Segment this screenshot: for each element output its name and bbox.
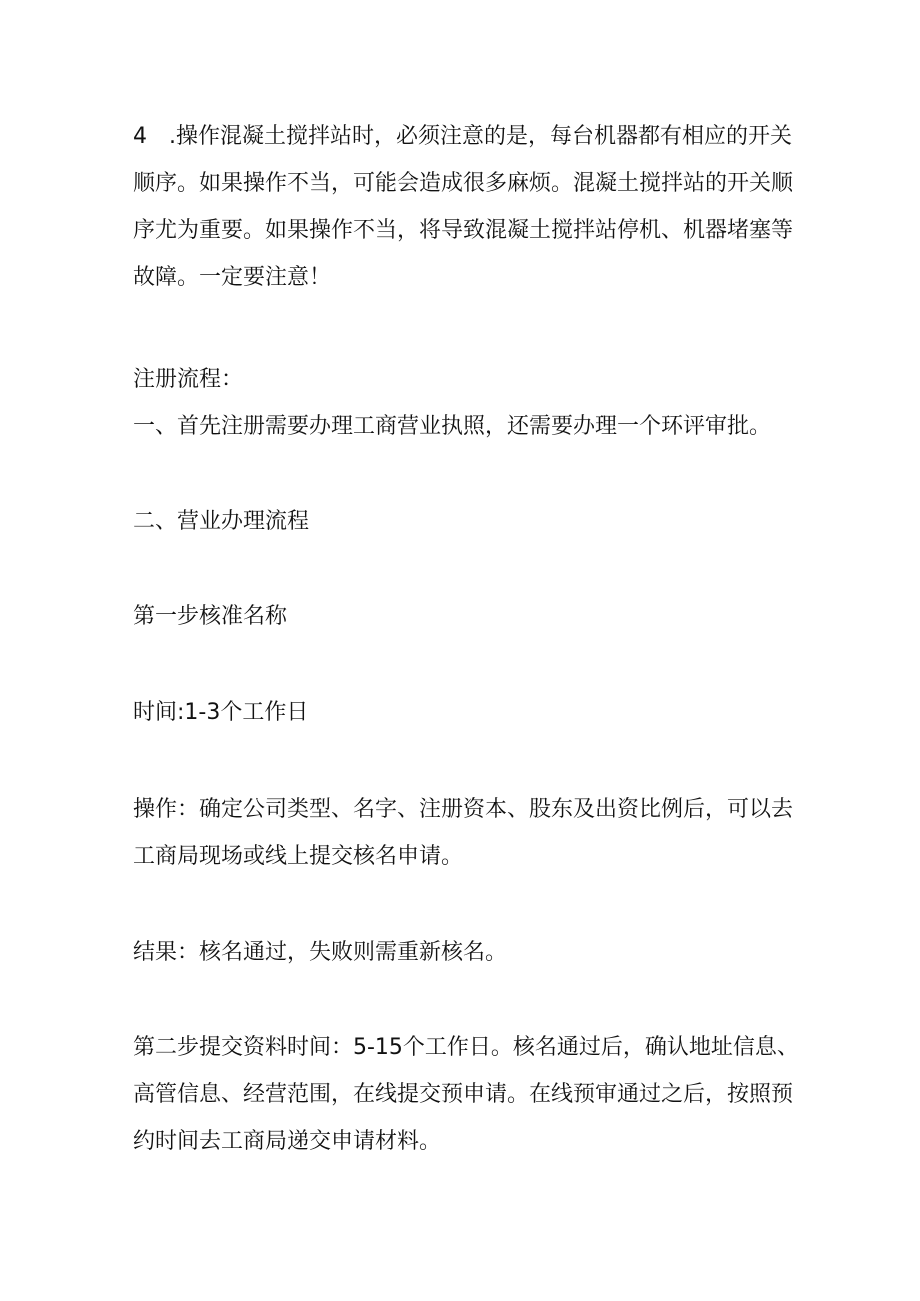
paragraph-mixing-station-warning: 4 .操作混凝土搅拌站时，必须注意的是，每台机器都有相应的开关顺序。如果操作不当，可能会造成很多麻烦。混凝土搅拌站的开关顺序尤为重要。如果操作不当，将导致混凝土搅拌站停机、机器堵塞等故障。一定要注意！ bbox=[133, 124, 794, 290]
paragraph-second-step-submit: 第二步提交资料时间：5-15个工作日。核名通过后，确认地址信息、高管信息、经营范围，在线提交预申请。在线预审通过之后，按照预约时间去工商局递交申请材料。 bbox=[133, 1035, 799, 1154]
paragraph-time: 时间:1-3个工作日 bbox=[133, 700, 309, 725]
paragraph-step-one-license: 一、首先注册需要办理工商营业执照，还需要办理一个环评审批。 bbox=[133, 414, 772, 439]
paragraph-registration-heading: 注册流程： bbox=[133, 367, 244, 392]
paragraph-result: 结果：核名通过，失败则需重新核名。 bbox=[133, 940, 508, 965]
paragraph-business-process-heading: 二、营业办理流程 bbox=[133, 509, 310, 534]
paragraph-first-step-name-approval: 第一步核准名称 bbox=[133, 604, 288, 629]
paragraph-operation: 操作：确定公司类型、名字、注册资本、股东及出资比例后，可以去工商局现场或线上提交核名申请。 bbox=[133, 797, 794, 869]
